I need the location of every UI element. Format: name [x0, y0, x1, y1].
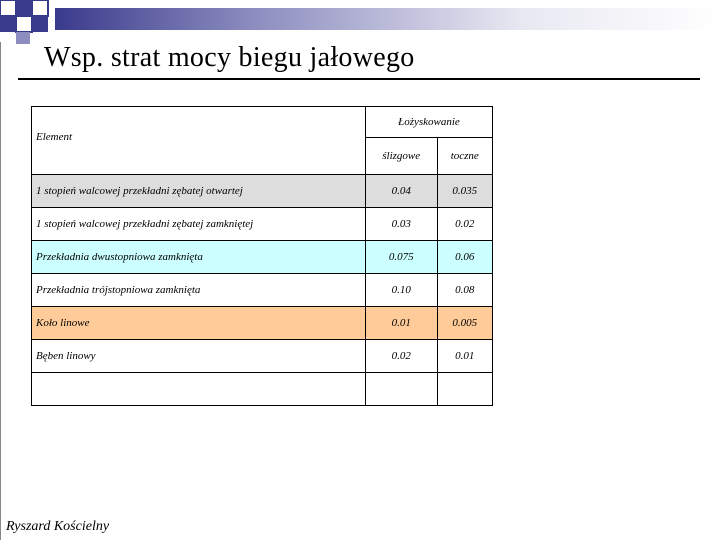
- row-rolling-value: 0.06: [437, 241, 493, 274]
- square-bullet-icon: [32, 16, 48, 32]
- left-edge-rule: [0, 42, 1, 540]
- row-rolling-value: 0.08: [437, 274, 493, 307]
- row-rolling-value: 0.01: [437, 340, 493, 373]
- square-bullet-icon: [16, 16, 32, 32]
- row-element: Bęben linowy: [32, 340, 366, 373]
- header-bearing-group: Łożyskowanie: [365, 107, 492, 138]
- row-sliding-value: 0.10: [365, 274, 437, 307]
- header-rolling: toczne: [437, 138, 493, 175]
- square-bullet-icon: [0, 0, 16, 16]
- row-sliding-value: 0.02: [365, 340, 437, 373]
- empty-cell: [437, 373, 493, 406]
- author-footer: Ryszard Kościelny: [6, 519, 110, 534]
- row-rolling-value: 0.005: [437, 307, 493, 340]
- table-row: [32, 307, 493, 340]
- square-bullet-icon: [32, 0, 48, 16]
- table-row: [32, 241, 493, 274]
- table-row-empty: [32, 373, 493, 406]
- header-sliding: ślizgowe: [365, 138, 437, 175]
- row-rolling-value: 0.035: [437, 175, 493, 208]
- header-element: Element: [32, 107, 366, 175]
- row-sliding-value: 0.01: [365, 307, 437, 340]
- slide-title: Wsp. strat mocy biegu jałowego: [44, 42, 415, 73]
- title-underline: [18, 78, 700, 80]
- empty-cell: [365, 373, 437, 406]
- loss-coefficients-table: [31, 106, 493, 406]
- empty-cell: [32, 373, 366, 406]
- table-row: [32, 340, 493, 373]
- row-element: 1 stopień walcowej przekładni zębatej otwartej: [32, 175, 366, 208]
- row-element: Koło linowe: [32, 307, 366, 340]
- row-rolling-value: 0.02: [437, 208, 493, 241]
- row-sliding-value: 0.04: [365, 175, 437, 208]
- square-bullet-icon: [16, 32, 30, 44]
- row-element: Przekładnia dwustopniowa zamknięta: [32, 241, 366, 274]
- row-element: 1 stopień walcowej przekładni zębatej zamkniętej: [32, 208, 366, 241]
- table-row: [32, 175, 493, 208]
- square-bullet-icon: [16, 0, 32, 16]
- table-header-row: [32, 107, 493, 138]
- row-sliding-value: 0.03: [365, 208, 437, 241]
- row-element: Przekładnia trójstopniowa zamknięta: [32, 274, 366, 307]
- table-row: [32, 208, 493, 241]
- row-sliding-value: 0.075: [365, 241, 437, 274]
- table-row: [32, 274, 493, 307]
- square-bullet-icon: [0, 16, 16, 32]
